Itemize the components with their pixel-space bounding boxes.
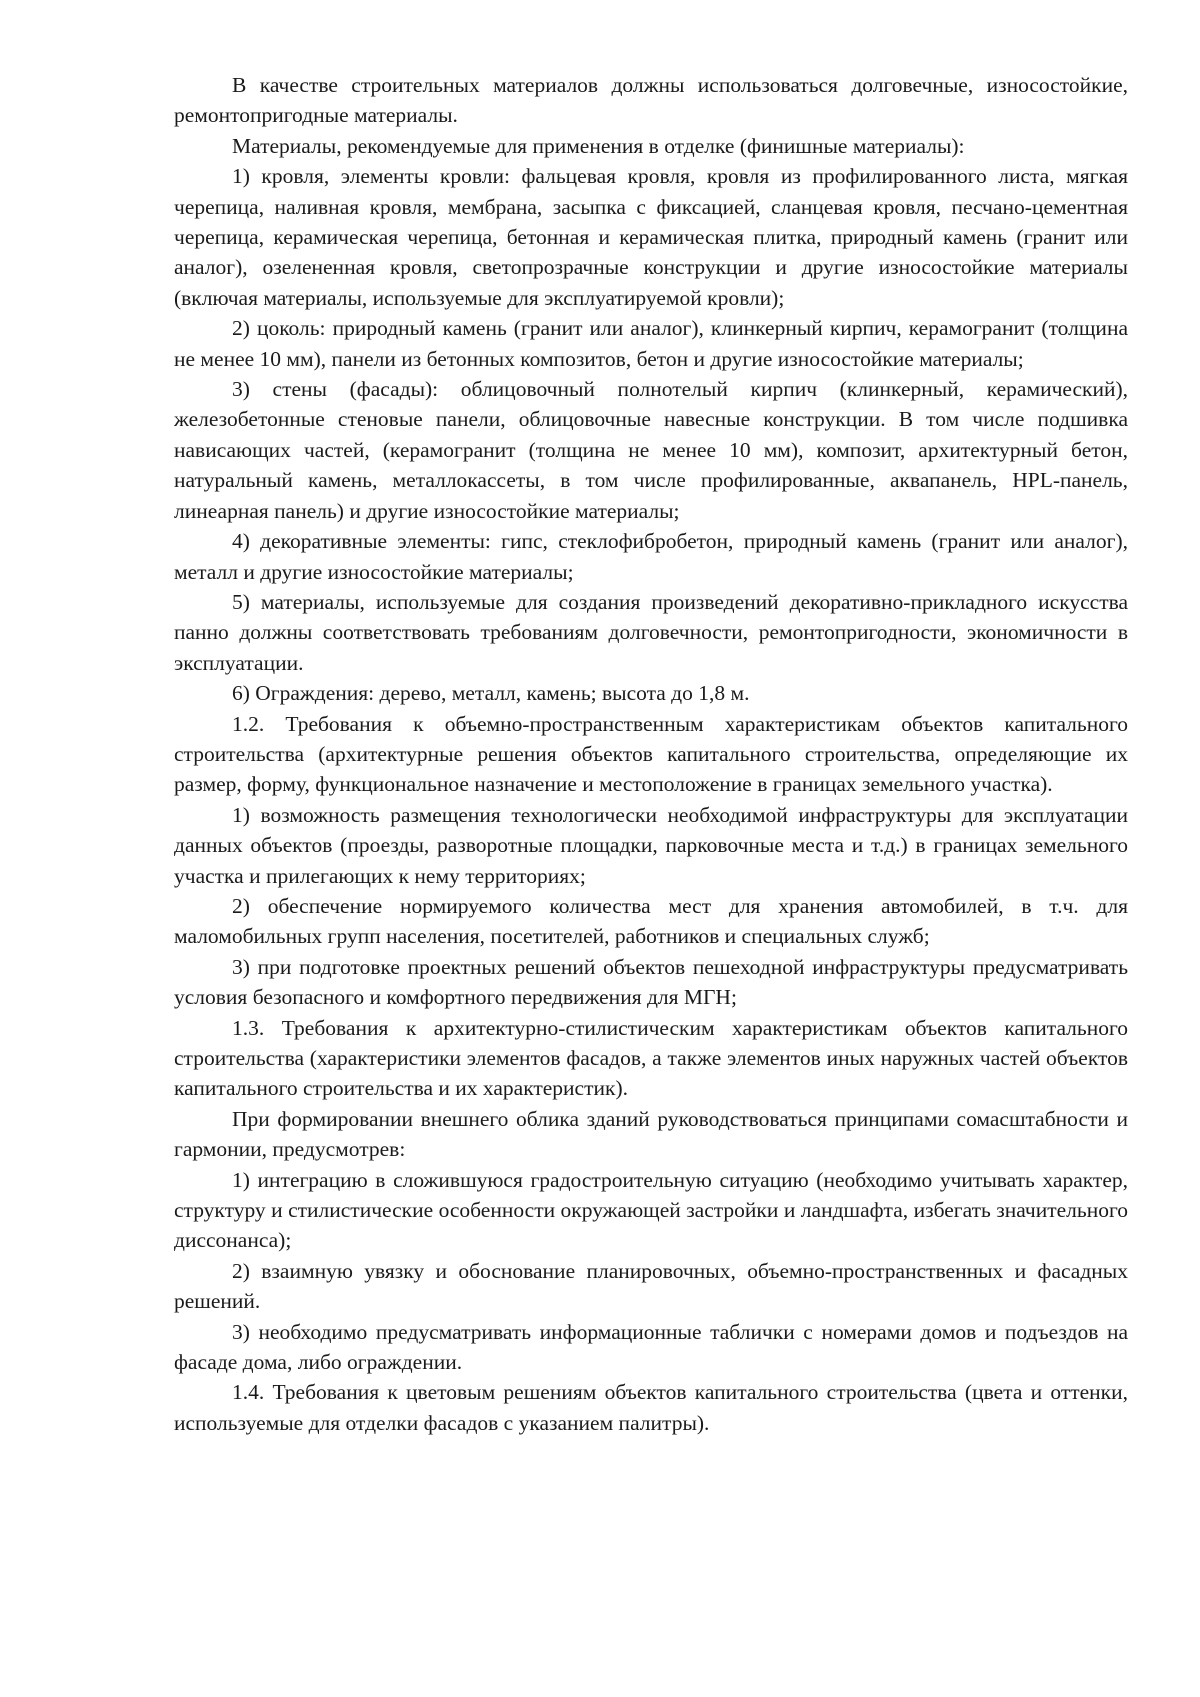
paragraph-fences: 6) Ограждения: дерево, металл, камень; высота до 1,8 м. bbox=[232, 681, 750, 706]
paragraph-infrastructure: 1) возможность размещения технологически необходимой инфраструктуры для эксплуатации данных объектов (проезды, разворотные площадки, парковочные места и т.д.) в границах земельного участка и прилегающих к нему территориях; bbox=[174, 802, 1128, 888]
paragraph-section-1-2: 1.2. Требования к объемно-пространственным характеристикам объектов капитального строительства (архитектурные решения объектов капитального строительства, определяющие их размер, форму, функциональное назначение и местоположение в границах земельного участка). bbox=[174, 711, 1128, 797]
paragraph-walls: 3) стены (фасады): облицовочный полнотелый кирпич (клинкерный, керамический), железобетонные стеновые панели, облицовочные навесные конструкции. В том числе подшивка нависающих частей, (керамогранит (толщина не менее 10 мм), композит, архитектурный бетон, натуральный камень, металлокассеты, в том числе профилированные, аквапанель, HPL-панель, линеарная панель) и другие износостойкие материалы; bbox=[174, 377, 1128, 523]
paragraph-signs: 3) необходимо предусматривать информационные таблички с номерами домов и подъездов на фасаде дома, либо ограждении. bbox=[174, 1319, 1128, 1375]
paragraph-decorative-art: 5) материалы, используемые для создания произведений декоративно-прикладного искусства панно должны соответствовать требованиям долговечности, ремонтопригодности, экономичности в эксплуатации. bbox=[174, 589, 1128, 675]
paragraph-materials-intro: В качестве строительных материалов должны использоваться долговечные, износостойкие, ремонтопригодные материалы. bbox=[174, 73, 1128, 128]
document-page bbox=[174, 70, 1128, 1438]
paragraph-roofing: 1) кровля, элементы кровли: фальцевая кровля, кровля из профилированного листа, мягкая черепица, наливная кровля, мембрана, засыпка с фиксацией, сланцевая кровля, песчано-цементная черепица, керамическая черепица, бетонная и керамическая плитка, природный камень (гранит или аналог), озелененная кровля, светопрозрачные конструкции и другие износостойкие материалы (включая материалы, используемые для эксплуатируемой кровли); bbox=[174, 164, 1128, 310]
paragraph-section-1-3: 1.3. Требования к архитектурно-стилистическим характеристикам объектов капитального строительства (характеристики элементов фасадов, а также элементов иных наружных частей объектов капитального строительства и их характеристик). bbox=[174, 1015, 1128, 1101]
paragraph-plinth: 2) цоколь: природный камень (гранит или аналог), клинкерный кирпич, керамогранит (толщина не менее 10 мм), панели из бетонных композитов, бетон и другие износостойкие материалы; bbox=[174, 316, 1128, 371]
paragraph-appearance: При формировании внешнего облика зданий руководствоваться принципами сомасштабности и гармонии, предусмотрев: bbox=[174, 1106, 1128, 1162]
paragraph-section-1-4: 1.4. Требования к цветовым решениям объектов капитального строительства (цвета и оттенки, используемые для отделки фасадов с указанием палитры). bbox=[174, 1380, 1128, 1435]
paragraph-pedestrian: 3) при подготовке проектных решений объектов пешеходной инфраструктуры предусматривать условия безопасного и комфортного передвижения для МГН; bbox=[174, 954, 1128, 1010]
paragraph-parking: 2) обеспечение нормируемого количества мест для хранения автомобилей, в т.ч. для маломобильных групп населения, посетителей, работников и специальных служб; bbox=[174, 893, 1128, 949]
paragraph-coordination: 2) взаимную увязку и обоснование планировочных, объемно-пространственных и фасадных решений. bbox=[174, 1258, 1128, 1314]
paragraph-decorative-elements: 4) декоративные элементы: гипс, стеклофибробетон, природный камень (гранит или аналог), металл и другие износостойкие материалы; bbox=[174, 529, 1128, 584]
paragraph-integration: 1) интеграцию в сложившуюся градостроительную ситуацию (необходимо учитывать характер, структуру и стилистические особенности окружающей застройки и ландшафта, избегать значительного диссонанса); bbox=[174, 1167, 1128, 1253]
paragraph-finishing-materials: Материалы, рекомендуемые для применения в отделке (финишные материалы): bbox=[232, 133, 965, 158]
